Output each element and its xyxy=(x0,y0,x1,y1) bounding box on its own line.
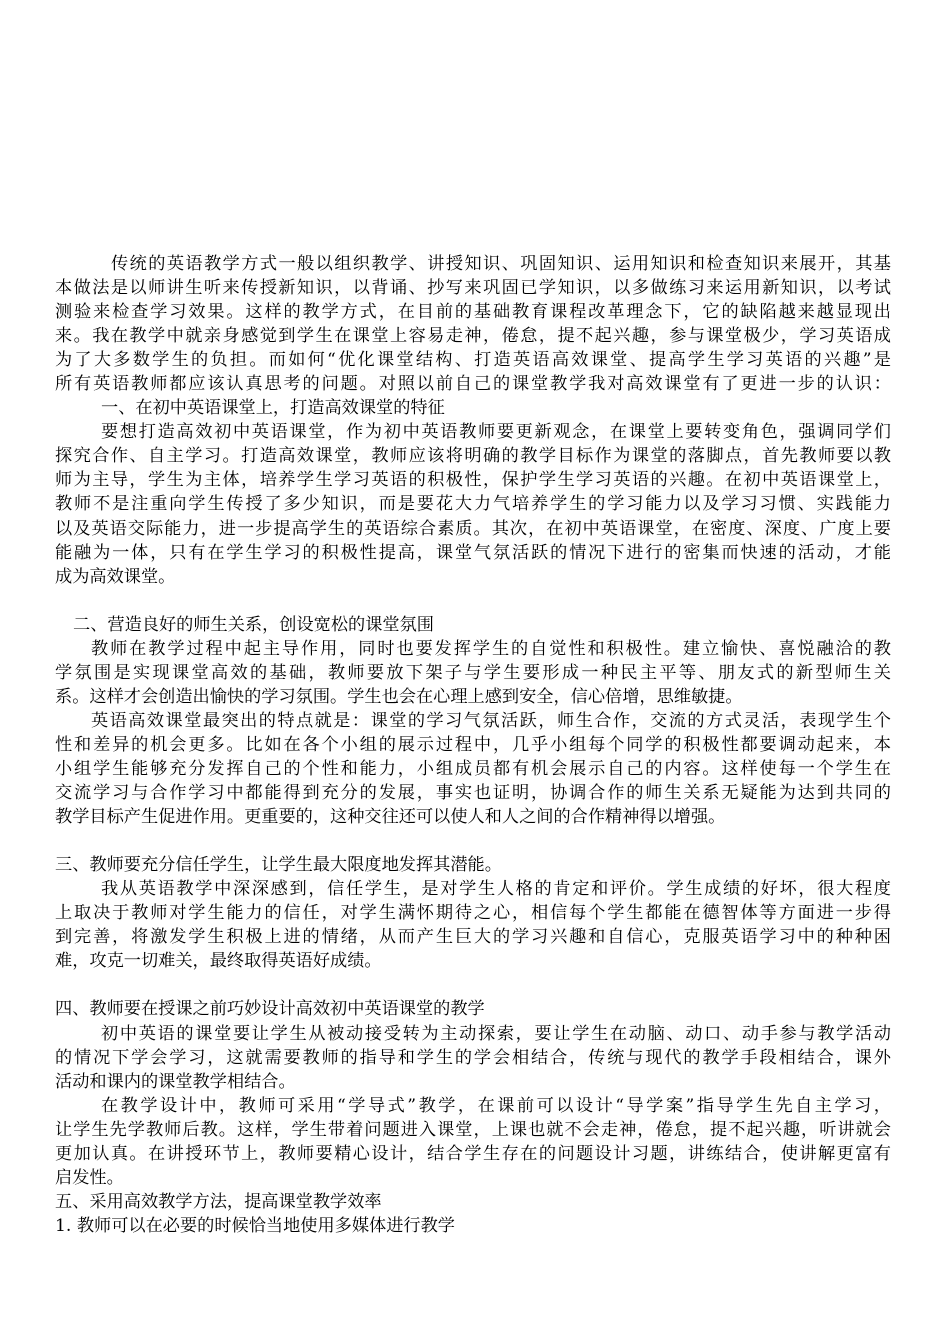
text-line: 小组学生能够充分发挥自己的个性和能力，小组成员都有机会展示自己的内容。这样使每一个学生在 xyxy=(55,758,891,779)
text-line: 五、采用高效教学方法，提高课堂教学效率 xyxy=(55,1191,382,1212)
text-line: 让学生先学教师后教。这样，学生带着问题进入课堂，上课也就不会走神，倦怠，提不起兴趣，听讲就会 xyxy=(55,1119,891,1140)
text-line: 教学目标产生促进作用。更重要的，这种交往还可以使人和人之间的合作精神得以增强。 xyxy=(55,807,726,828)
text-line: 三、教师要充分信任学生，让学生最大限度地发挥其潜能。 xyxy=(55,855,502,876)
text-line: 上取决于教师对学生能力的信任，对学生满怀期待之心，相信每个学生都能在德智体等方面进一步得 xyxy=(55,903,891,924)
text-line: 学氛围是实现课堂高效的基础，教师要放下架子与学生要形成一种民主平等、朋友式的新型师生关 xyxy=(55,662,891,683)
document-body xyxy=(55,252,891,1238)
text-line: 在教学设计中，教师可采用“学导式”教学，在课前可以设计“导学案”指导学生先自主学习， xyxy=(101,1095,891,1116)
text-line: 我从英语教学中深深感到，信任学生，是对学生人格的肯定和评价。学生成绩的好坏，很大程度 xyxy=(101,879,891,900)
text-line: 能融为一体，只有在学生学习的积极性提高，课堂气氛活跃的情况下进行的密集而快速的活动，才能 xyxy=(55,542,891,563)
text-line: 性和差异的机会更多。比如在各个小组的展示过程中，几乎小组每个同学的积极性都要调动起来，本 xyxy=(55,734,891,755)
text-line: 英语高效课堂最突出的特点就是：课堂的学习气氛活跃，师生合作，交流的方式灵活，表现学生个 xyxy=(91,710,891,731)
text-line: 交流学习与合作学习中都能得到充分的发展，事实也证明，协调合作的师生关系无疑能为达到共同的 xyxy=(55,783,891,804)
blank-line xyxy=(55,829,891,853)
text-line: 教师不是注重向学生传授了多少知识，而是要花大力气培养学生的学习能力以及学习习惯、实践能力 xyxy=(55,494,891,515)
text-line: 二、营造良好的师生关系，创设宽松的课堂氛围 xyxy=(73,614,434,635)
text-line: 初中英语的课堂要让学生从被动接受转为主动探索，要让学生在动脑、动口、动手参与教学活动 xyxy=(101,1023,891,1044)
text-line: 系。这样才会创造出愉快的学习氛围。学生也会在心理上感到安全，信心倍增，思维敏捷。 xyxy=(55,686,743,707)
text-line: 测验来检查学习效果。这样的教学方式，在目前的基础教育课程改革理念下，它的缺陷越来越显现出 xyxy=(55,302,891,323)
text-line: 为了大多数学生的负担。而如何“优化课堂结构、打造英语高效课堂、提高学生学习英语的兴趣”是 xyxy=(55,350,891,371)
blank-line xyxy=(55,973,891,997)
text-line: 活动和课内的课堂教学相结合。 xyxy=(55,1071,296,1092)
text-line: 探究合作、自主学习。打造高效课堂，教师应该将明确的教学目标作为课堂的落脚点，首先教师要以教 xyxy=(55,446,891,467)
text-line: 教师在教学过程中起主导作用，同时也要发挥学生的自觉性和积极性。建立愉快、喜悦融洽的教 xyxy=(91,638,891,659)
text-line: 本做法是以师讲生听来传授新知识，以背诵、抄写来巩固已学知识，以多做练习来运用新知识，以考试 xyxy=(55,278,891,299)
text-line: 师为主导，学生为主体，培养学生学习英语的积极性，保护学生学习英语的兴趣。在初中英语课堂上， xyxy=(55,470,891,491)
text-line: 来。我在教学中就亲身感觉到学生在课堂上容易走神，倦怠，提不起兴趣，参与课堂极少，学习英语成 xyxy=(55,326,891,347)
text-line: 启发性。 xyxy=(55,1167,124,1188)
text-line: 更加认真。在讲授环节上，教师要精心设计，结合学生存在的问题设计习题，讲练结合，使讲解更富有 xyxy=(55,1143,891,1164)
text-line: 要想打造高效初中英语课堂，作为初中英语教师要更新观念，在课堂上要转变角色，强调同学们 xyxy=(101,422,891,443)
text-line: 成为高效课堂。 xyxy=(55,566,176,587)
text-line: 到完善，将激发学生积极上进的情绪，从而产生巨大的学习兴趣和自信心，克服英语学习中的种种困 xyxy=(55,927,891,948)
text-line: 1. 教师可以在必要的时候恰当地使用多媒体进行教学 xyxy=(55,1215,455,1236)
text-line: 一、在初中英语课堂上，打造高效课堂的特征 xyxy=(101,398,445,419)
text-line: 难，攻克一切难关，最终取得英语好成绩。 xyxy=(55,951,382,972)
text-line: 传统的英语教学方式一般以组织教学、讲授知识、巩固知识、运用知识和检查知识来展开，其基 xyxy=(111,254,891,274)
blank-line xyxy=(55,589,891,613)
text-line: 所有英语教师都应该认真思考的问题。对照以前自己的课堂教学我对高效课堂有了更进一步的认识： xyxy=(55,374,891,395)
text-line: 四、教师要在授课之前巧妙设计高效初中英语课堂的教学 xyxy=(55,999,485,1020)
text-line: 以及英语交际能力，进一步提高学生的英语综合素质。其次，在初中英语课堂，在密度、深度、广度上要 xyxy=(55,518,891,539)
text-line: 的情况下学会学习，这就需要教师的指导和学生的学会相结合，传统与现代的教学手段相结合，课外 xyxy=(55,1047,891,1068)
